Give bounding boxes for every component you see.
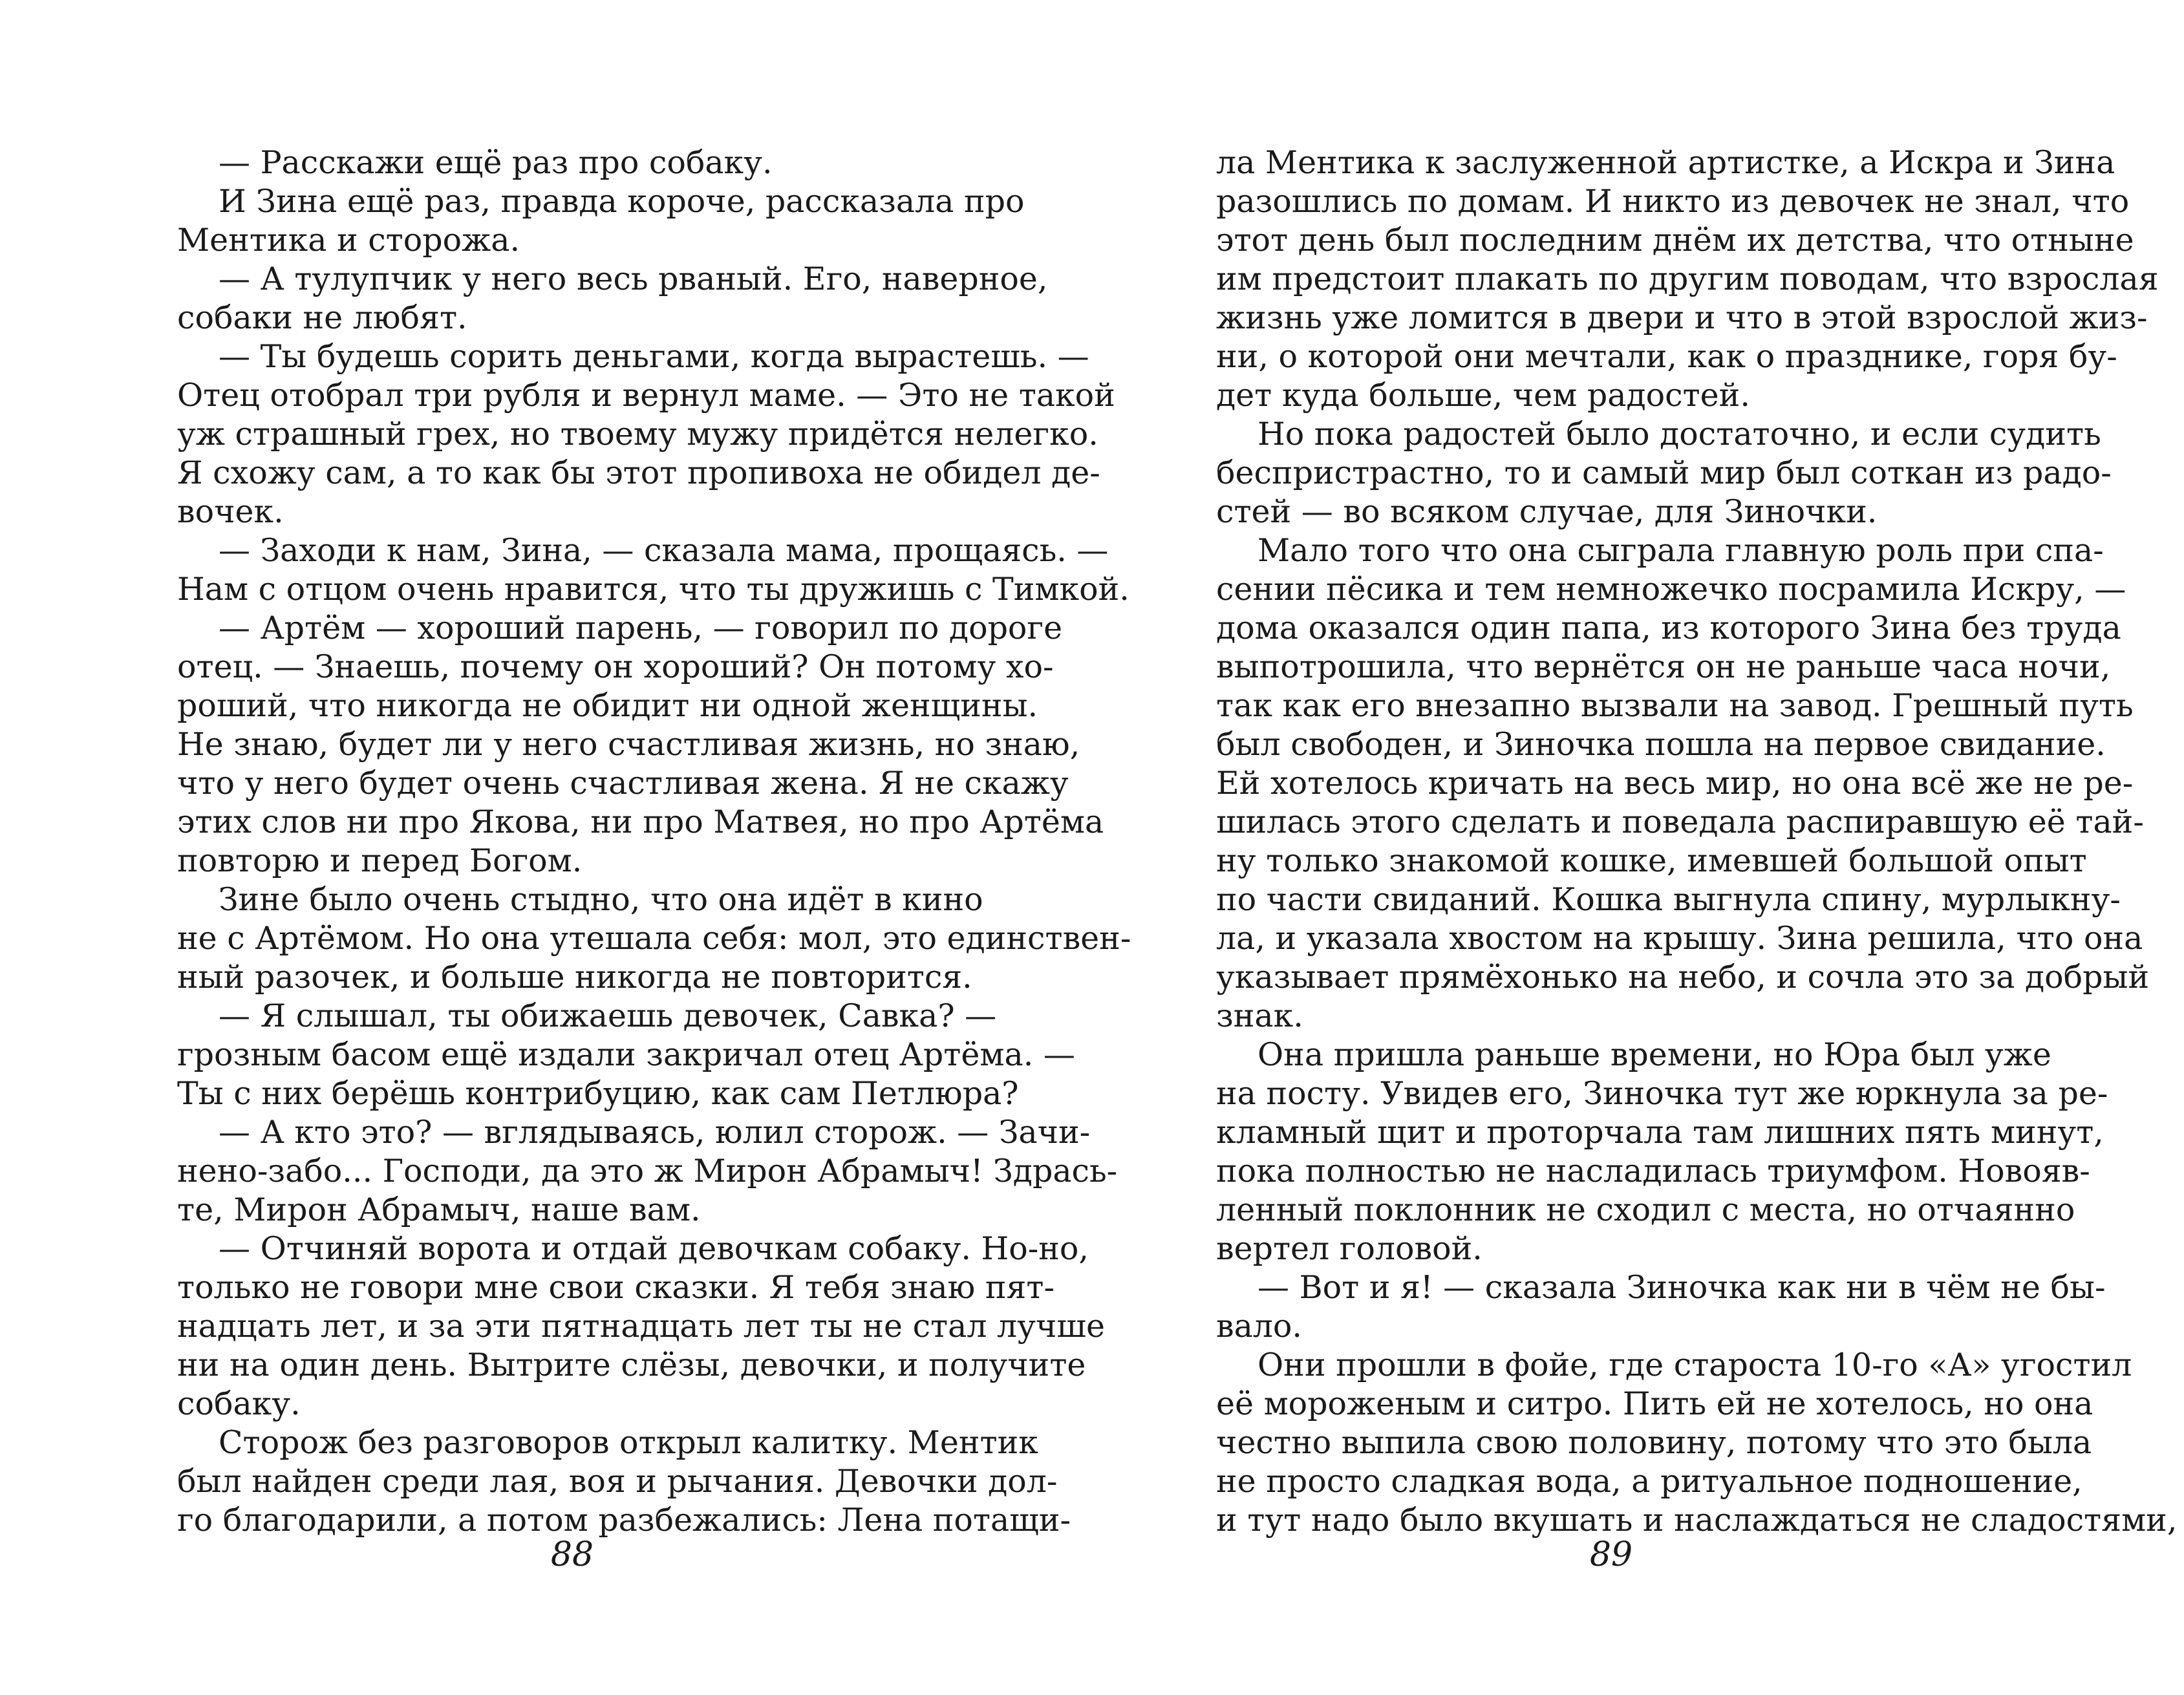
text-line: — А кто это? — вглядываясь, юлил сторож. — Зачи- xyxy=(219,1114,1091,1151)
text-line: жизнь уже ломится в двери и что в этой взрослой жиз- xyxy=(1216,299,2148,336)
text-line: Я схожу сам, а то как бы этот пропивоха не обидел де- xyxy=(177,454,1100,491)
text-line: Мало того что она сыграла главную роль при спа- xyxy=(1258,532,2104,569)
text-line: стей — во всяком случае, для Зиночки. xyxy=(1216,493,1878,530)
text-line: ни на один день. Вытрите слёзы, девочки, и получите xyxy=(177,1347,1086,1383)
left-page-text xyxy=(177,144,1131,1540)
text-line: не просто сладкая вода, а ритуальное подношение, xyxy=(1216,1463,2082,1500)
text-line: собаки не любят. xyxy=(177,299,467,336)
text-line: Зине было очень стыдно, что она идёт в кино xyxy=(219,881,983,918)
text-line: — Я слышал, ты обижаешь девочек, Савка? — xyxy=(219,997,997,1034)
text-line: — Артём — хороший парень, — говорил по дороге xyxy=(219,610,1063,646)
text-line: дет куда больше, чем радостей. xyxy=(1216,377,1750,414)
text-line: Сторож без разговоров открыл калитку. Ментик xyxy=(219,1424,1038,1461)
text-line: разошлись по домам. И никто из девочек не знал, что xyxy=(1216,183,2130,220)
text-line: этих слов ни про Якова, ни про Матвея, но про Артёма xyxy=(177,804,1104,840)
text-line: Ментика и сторожа. xyxy=(177,222,520,259)
text-line: ни, о которой они мечтали, как о празднике, горя бу- xyxy=(1216,338,2117,375)
text-line: был найден среди лая, воя и рычания. Девочки дол- xyxy=(177,1463,1058,1500)
text-line: вочек. xyxy=(177,493,284,530)
text-line: дома оказался один папа, из которого Зина без труда xyxy=(1216,610,2121,646)
text-line: — Ты будешь сорить деньгами, когда вырастешь. — xyxy=(219,338,1089,375)
text-line: ленный поклонник не сходил с места, но отчаянно xyxy=(1216,1191,2075,1228)
text-line: Ты с них берёшь контрибуцию, как сам Петлюра? xyxy=(177,1075,1019,1112)
text-line: и тут надо было вкушать и наслаждаться не сладостями, xyxy=(1216,1502,2178,1539)
text-line: ла, и указала хвостом на крышу. Зина решила, что она xyxy=(1216,920,2143,957)
text-line: сении пёсика и тем немножечко посрамила Искру, — xyxy=(1216,571,2126,608)
text-line: знак. xyxy=(1216,997,1303,1034)
text-line: — Вот и я! — сказала Зиночка как ни в чём не бы- xyxy=(1258,1269,2106,1306)
text-line: кламный щит и проторчала там лишних пять минут, xyxy=(1216,1114,2104,1151)
text-line: только не говори мне свои сказки. Я тебя знаю пят- xyxy=(177,1269,1055,1306)
text-line: надцать лет, и за эти пятнадцать лет ты не стал лучше xyxy=(177,1308,1105,1345)
page-number-right: 89 xyxy=(1589,1535,1633,1574)
text-line: го благодарили, а потом разбежались: Лена потащи- xyxy=(177,1502,1071,1539)
text-line: честно выпила свою половину, потому что это была xyxy=(1216,1424,2092,1461)
text-line: — А тулупчик у него весь рваный. Его, наверное, xyxy=(219,261,1048,297)
text-line: ла Ментика к заслуженной артистке, а Искра и Зина xyxy=(1216,144,2115,181)
text-line: И Зина ещё раз, правда короче, рассказала про xyxy=(219,183,1025,220)
text-line: Нам с отцом очень нравится, что ты дружишь с Тимкой. xyxy=(177,571,1129,608)
text-line: беспристрастно, то и самый мир был соткан из радо- xyxy=(1216,454,2112,491)
text-line: уж страшный грех, но твоему мужу придётся нелегко. xyxy=(177,416,1098,453)
text-line: на посту. Увидев его, Зиночка тут же юркнула за ре- xyxy=(1216,1075,2108,1112)
text-line: был свободен, и Зиночка пошла на первое свидание. xyxy=(1216,726,2106,763)
text-line: — Отчиняй ворота и отдай девочкам собаку. Но-но, xyxy=(219,1230,1089,1267)
text-line: Ей хотелось кричать на весь мир, но она всё же не ре- xyxy=(1216,765,2134,802)
text-line: Отец отобрал три рубля и вернул маме. — Это не такой xyxy=(177,377,1115,414)
text-line: не с Артёмом. Но она утешала себя: мол, это единствен- xyxy=(177,920,1131,957)
text-line: этот день был последним днём их детства, что отныне xyxy=(1216,222,2134,259)
text-line: те, Мирон Абрамыч, наше вам. xyxy=(177,1191,701,1228)
right-page-text xyxy=(1216,144,2178,1540)
text-line: так как его внезапно вызвали на завод. Грешный путь xyxy=(1216,687,2134,724)
text-line: вертел головой. xyxy=(1216,1230,1483,1267)
text-line: ный разочек, и больше никогда не повторится. xyxy=(177,959,972,996)
text-line: Они прошли в фойе, где староста 10-го «А» угостил xyxy=(1258,1347,2132,1383)
page-number-left: 88 xyxy=(550,1535,594,1574)
text-line: её мороженым и ситро. Пить ей не хотелось, но она xyxy=(1216,1385,2093,1422)
text-line: Но пока радостей было достаточно, и если судить xyxy=(1258,416,2101,453)
text-line: им предстоит плакать по другим поводам, что взрослая xyxy=(1216,261,2159,297)
text-line: отец. — Знаешь, почему он хороший? Он потому хо- xyxy=(177,648,1054,685)
text-line: выпотрошила, что вернётся он не раньше часа ночи, xyxy=(1216,648,2111,685)
text-line: грозным басом ещё издали закричал отец Артёма. — xyxy=(177,1036,1075,1073)
text-line: ну только знакомой кошке, имевшей большой опыт xyxy=(1216,842,2087,879)
text-line: — Расскажи ещё раз про собаку. xyxy=(219,144,773,181)
right-page xyxy=(1092,0,2184,1695)
text-line: пока полностью не насладилась триумфом. Новояв- xyxy=(1216,1153,2090,1189)
text-line: указывает прямёхонько на небо, и сочла это за добрый xyxy=(1216,959,2150,996)
text-line: собаку. xyxy=(177,1385,301,1422)
text-line: — Заходи к нам, Зина, — сказала мама, прощаясь. — xyxy=(219,532,1109,569)
text-line: что у него будет очень счастливая жена. Я не скажу xyxy=(177,765,1069,802)
text-line: роший, что никогда не обидит ни одной женщины. xyxy=(177,687,1038,724)
text-line: вало. xyxy=(1216,1308,1303,1345)
text-line: нено-забо... Господи, да это ж Мирон Абрамыч! Здрась- xyxy=(177,1153,1118,1189)
text-line: повторю и перед Богом. xyxy=(177,842,583,879)
text-line: по части свиданий. Кошка выгнула спину, мурлыкну- xyxy=(1216,881,2121,918)
text-line: шилась этого сделать и поведала распиравшую её тай- xyxy=(1216,804,2144,840)
text-line: Не знаю, будет ли у него счастливая жизнь, но знаю, xyxy=(177,726,1080,763)
text-line: Она пришла раньше времени, но Юра был уже xyxy=(1258,1036,2051,1073)
